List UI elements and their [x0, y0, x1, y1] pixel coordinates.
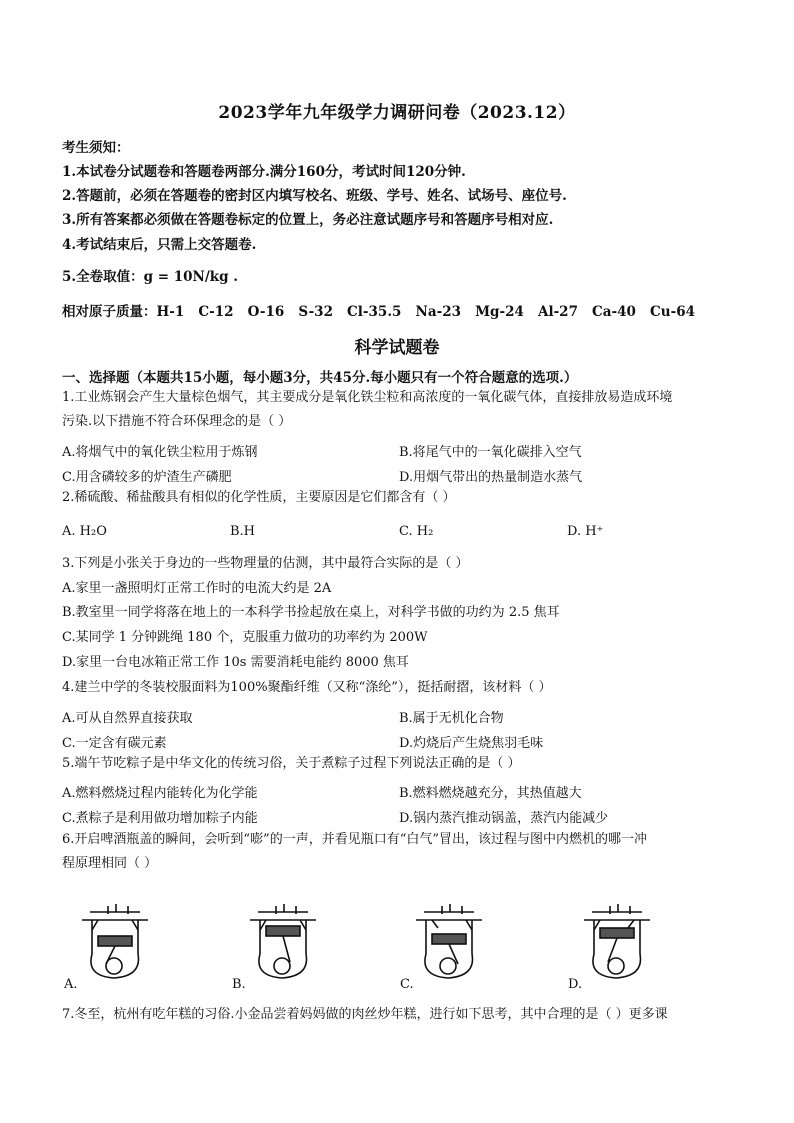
q1-option-d: D.用烟气带出的热量制造水蒸气	[399, 470, 583, 485]
engine-label-b: B.	[232, 977, 246, 992]
q5-option-d: D.锅内蒸汽推动锅盖，蒸汽内能减少	[399, 811, 609, 826]
q3-option-a: A.家里一盏照明灯正常工作时的电流大约是 2A	[62, 581, 332, 596]
q5-option-a: A.燃料燃烧过程内能转化为化学能	[62, 786, 258, 801]
q4-option-b: B.属于无机化合物	[399, 711, 504, 726]
notice-item-4: 4.考试结束后，只需上交答题卷.	[62, 237, 257, 253]
engine-stroke-b-figure	[236, 900, 330, 980]
engine-label-d: D.	[568, 977, 583, 992]
q3-option-d: D.家里一台电冰箱正常工作 10s 需要消耗电能约 8000 焦耳	[62, 655, 409, 670]
q1-stem-line2: 污染.以下措施不符合环保理念的是（ ）	[62, 414, 292, 429]
exam-title: 2023学年九年级学力调研问卷（2023.12）	[218, 103, 576, 123]
q3-stem: 3.下列是小张关于身边的一些物理量的估测，其中最符合实际的是（ ）	[62, 556, 469, 571]
atomic-mass-line: 相对原子质量：H-1 C-12 O-16 S-32 Cl-35.5 Na-23 Mg-24 Al-27 Ca-40 Cu-64	[62, 304, 695, 320]
q4-option-d: D.灼烧后产生烧焦羽毛味	[399, 736, 544, 751]
q1-option-a: A.将烟气中的氧化铁尘粒用于炼钢	[62, 445, 258, 460]
q4-stem: 4.建兰中学的冬装校服面料为100%聚酯纤维（又称“涤纶”），挺括耐摺，该材料（ ）	[62, 680, 552, 695]
engine-stroke-c-figure	[402, 900, 496, 980]
q7-stem: 7.冬至，杭州有吃年糕的习俗.小金品尝着妈妈做的肉丝炒年糕，进行如下思考，其中合理的是（ ）更多课	[62, 1007, 668, 1022]
q5-stem: 5.端午节吃粽子是中华文化的传统习俗，关于煮粽子过程下列说法正确的是（ ）	[62, 756, 521, 771]
notice-item-3: 3.所有答案都必须做在答题卷标定的位置上，务必注意试题序号和答题序号相对应.	[62, 212, 554, 228]
q3-option-c: C.某同学 1 分钟跳绳 180 个，克服重力做功的功率约为 200W	[62, 630, 428, 645]
q2-option-d: D. H⁺	[567, 524, 604, 539]
q1-option-b: B.将尾气中的一氧化碳排入空气	[399, 445, 582, 460]
q1-stem-line1: 1.工业炼钢会产生大量棕色烟气，其主要成分是氧化铁尘粒和高浓度的一氧化碳气体，直接排放易造成环境	[62, 390, 673, 405]
notice-item-5: 5.全卷取值：g = 10N/kg .	[62, 269, 238, 285]
section-subtitle: 科学试题卷	[354, 338, 440, 358]
notice-item-1: 1.本试卷分试题卷和答题卷两部分.满分160分，考试时间120分钟.	[62, 164, 466, 180]
engine-label-c: C.	[400, 977, 414, 992]
section-heading: 一、选择题（本题共15小题，每小题3分，共45分.每小题只有一个符合题意的选项.）	[62, 370, 578, 386]
q5-option-b: B.燃料燃烧越充分，其热值越大	[399, 786, 582, 801]
engine-stroke-a-figure	[68, 900, 162, 980]
q6-stem-line1: 6.开启啤酒瓶盖的瞬间，会听到“嘭”的一声，并看见瓶口有“白气”冒出，该过程与图中内燃机的哪一冲	[62, 832, 647, 847]
q1-option-c: C.用含磷较多的炉渣生产磷肥	[62, 470, 232, 485]
q4-option-a: A.可从自然界直接获取	[62, 711, 193, 726]
q5-option-c: C.煮粽子是利用做功增加粽子内能	[62, 811, 258, 826]
q6-stem-line2: 程原理相同（ ）	[62, 856, 158, 871]
q2-stem: 2.稀硫酸、稀盐酸具有相似的化学性质，主要原因是它们都含有（ ）	[62, 490, 456, 505]
q2-option-a: A. H₂O	[62, 524, 107, 539]
notice-heading: 考生须知：	[62, 140, 130, 156]
q4-option-c: C.一定含有碳元素	[62, 736, 167, 751]
engine-label-a: A.	[64, 977, 78, 992]
engine-stroke-d-figure	[570, 900, 664, 980]
q2-option-c: C. H₂	[399, 524, 434, 539]
notice-item-2: 2.答题前，必须在答题卷的密封区内填写校名、班级、学号、姓名、试场号、座位号.	[62, 188, 567, 204]
q2-option-b: B.H	[230, 524, 256, 539]
q3-option-b: B.教室里一同学将落在地上的一本科学书捡起放在桌上，对科学书做的功约为 2.5 焦耳	[62, 605, 560, 620]
